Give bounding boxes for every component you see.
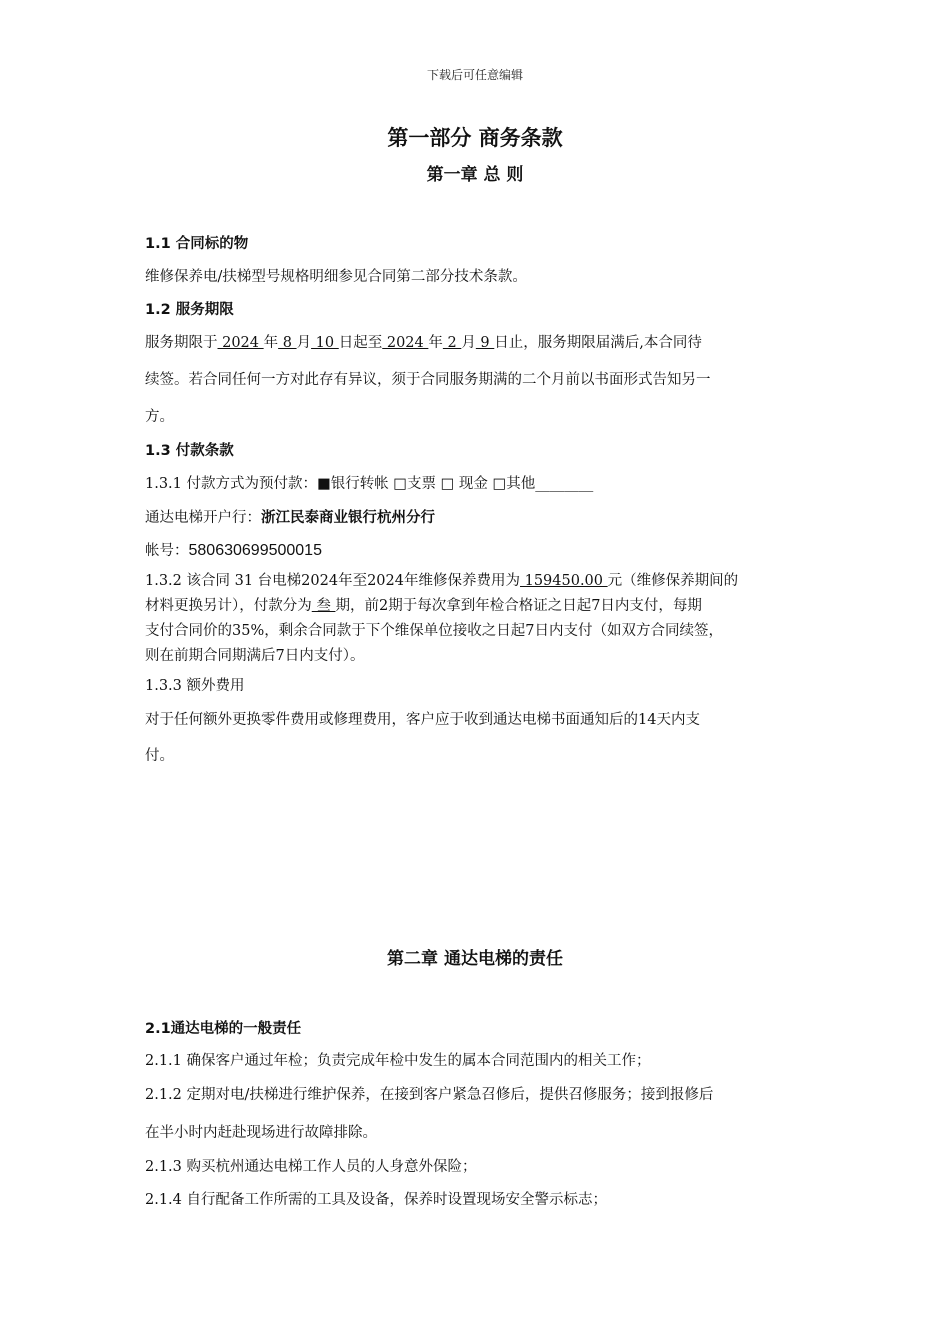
clause-1-3-2-line-3: 支付合同价的35%，剩余合同款于下个维保单位接收之日起7日内支付（如双方合同续签， [145, 623, 723, 639]
text: 元（维修保养期间的 [607, 573, 739, 589]
end-year: 2024 [382, 335, 429, 351]
clause-2-1-1: 2.1.1 确保客户通过年检；负责完成年检中发生的属本合同范围内的相关工作； [145, 1053, 651, 1069]
part-title: 第一部分 商务条款 [387, 125, 563, 150]
section-1-1-text: 维修保养电/扶梯型号规格明细参见合同第二部分技术条款。 [145, 269, 527, 285]
clause-1-3-2-line-4: 则在前期合同期满后7日内支付）。 [145, 648, 365, 664]
text: 月 [296, 335, 312, 351]
text: 年 [428, 335, 443, 351]
service-period-line-2: 续签。若合同任何一方对此存有异议，须于合同服务期满的二个月前以书面形式告知另一 [145, 372, 711, 388]
section-1-3-heading: 1.3 付款条款 [145, 443, 234, 459]
start-month: 8 [278, 335, 297, 351]
bank-name: 浙江民泰商业银行杭州分行 [261, 510, 435, 526]
clause-1-3-2-line-2 [145, 594, 702, 615]
text: 期，前2期于每次拿到年检合格证之日起7日内支付，每期 [335, 598, 702, 614]
section-1-2-heading: 1.2 服务期限 [145, 302, 234, 318]
fee-amount: 159450.00 [519, 573, 608, 589]
clause-2-1-4: 2.1.4 自行配备工作所需的工具及设备，保养时设置现场安全警示标志； [145, 1192, 608, 1208]
clause-1-3-3-line-2: 付。 [145, 748, 174, 764]
section-2-1-heading: 2.1通达电梯的一般责任 [145, 1021, 302, 1037]
account-number: 580630699500015 [188, 542, 322, 559]
account-line [145, 539, 322, 560]
text: 月 [461, 335, 476, 351]
text: 材料更换另计），付款分为 [145, 598, 312, 614]
service-period-line-1 [145, 331, 702, 352]
start-day: 10 [311, 335, 339, 351]
section-1-1-heading: 1.1 合同标的物 [145, 236, 249, 252]
text: 1.3.2 该合同 31 台电梯2024年至2024年维修保养费用为 [145, 573, 520, 589]
text: 日止，服务期限届满后,本合同待 [494, 335, 702, 351]
bank-line [145, 506, 435, 527]
installments: 叁 [311, 598, 336, 614]
service-period-line-3: 方。 [145, 409, 174, 425]
chapter-2-title: 第二章 通达电梯的责任 [387, 949, 563, 969]
clause-1-3-3-heading: 1.3.3 额外费用 [145, 678, 245, 694]
clause-2-1-2-line-2: 在半小时内赶赴现场进行故障排除。 [145, 1125, 377, 1141]
text: 日起至 [338, 335, 383, 351]
account-label: 帐号： [145, 543, 189, 559]
end-day: 9 [475, 335, 495, 351]
payment-method: 1.3.1 付款方式为预付款：■银行转帐 □支票 □ 现金 □其他________ [145, 476, 594, 492]
bank-label: 通达电梯开户行： [145, 510, 261, 526]
end-month: 2 [442, 335, 462, 351]
clause-2-1-2-line-1: 2.1.2 定期对电/扶梯进行维护保养，在接到客户紧急召修后，提供召修服务；接到报修后 [145, 1087, 714, 1103]
clause-1-3-2-line-1 [145, 569, 738, 590]
text: 服务期限于 [145, 335, 218, 351]
text: 年 [263, 335, 279, 351]
chapter-1-title: 第一章 总 则 [426, 165, 524, 185]
clause-2-1-3: 2.1.3 购买杭州通达电梯工作人员的人身意外保险； [145, 1159, 477, 1175]
page-header: 下载后可任意编辑 [426, 68, 523, 82]
start-year: 2024 [217, 335, 264, 351]
clause-1-3-3-line-1: 对于任何额外更换零件费用或修理费用，客户应于收到通达电梯书面通知后的14天内支 [145, 712, 700, 728]
